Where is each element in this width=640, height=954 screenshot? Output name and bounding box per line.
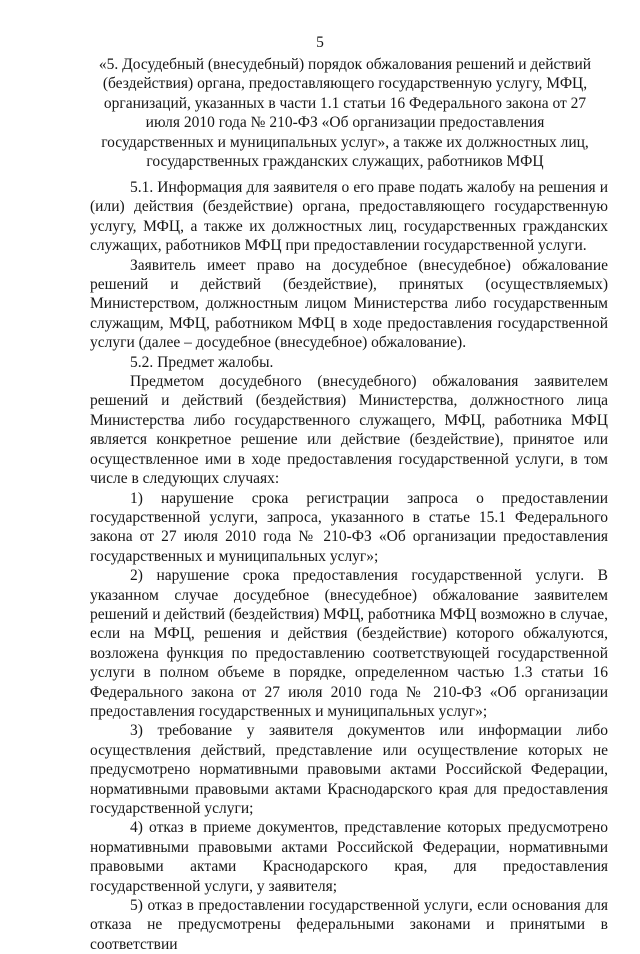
list-item: 4) отказ в приеме документов, представление которых предусмотрено нормативными правовыми актами Российской Федерации, нормативными правовыми актами Краснодарского края, для предоставления государственной услуги, у заявителя;	[90, 819, 608, 895]
paragraph: Предметом досудебного (внесудебного) обжалования заявителем решений и действий (бездействия) Министерства, должностного лица Министерства либо государственного служащего, МФЦ, работника МФЦ является конкретное решение или действие (бездействие), принятое или осуществленное ими в ходе предоставления государственной услуги, в том числе в следующих случаях:	[90, 373, 608, 488]
list-item: 5) отказ в предоставлении государственной услуги, если основания для отказа не предусмотрены федеральными законами и принятыми в соответствии	[90, 897, 608, 953]
list-item: 2) нарушение срока предоставления государственной услуги. В указанном случае досудебное (внесудебное) обжалование заявителем решений и действий (бездействия) МФЦ, работника МФЦ возможно в случае, если на МФЦ, решения и действия (бездействие) которого обжалуются, возложена функция по предоставлению соответствующей государственной услуги в полном объеме в порядке, определенном частью 1.3 статьи 16 Федерального закона от 27 июля 2010 года № 210-ФЗ «Об организации предоставления государственных и муниципальных услуг»;	[90, 567, 608, 720]
page-number: 5	[316, 34, 324, 51]
document-body	[90, 178, 608, 954]
paragraph: Заявитель имеет право на досудебное (внесудебное) обжалование решений и действий (бездействие), принятых (осуществляемых) Министерством, должностным лицом Министерства либо государственным служащим, МФЦ, работником МФЦ в ходе предоставления государственной услуги (далее – досудебное (внесудебное) обжалование).	[90, 256, 608, 352]
list-item: 3) требование у заявителя документов или информации либо осуществления действий, представление или осуществление которых не предусмотрено нормативными правовыми актами Российской Федерации, нормативными правовыми актами Краснодарского края для предоставления государственной услуги;	[90, 722, 608, 817]
section-heading: «5. Досудебный (внесудебный) порядок обжалования решений и действий (бездействия) органа, предоставляющего государственную услугу, МФЦ, организаций, указанных в части 1.1 статьи 16 Федерального закона от 27 июля 2010 года № 210-ФЗ «Об организации предоставления государственных и муниципальных услуг», а также их должностных лиц, государственных гражданских служащих, работников МФЦ	[98, 56, 592, 171]
paragraph: 5.1. Информация для заявителя о его праве подать жалобу на решения и (или) действия (бездействие) органа, предоставляющего государственную услугу, МФЦ, а также их должностных лиц, государственных гражданских служащих, работников МФЦ при предоставлении государственной услуги.	[90, 179, 608, 255]
list-item: 1) нарушение срока регистрации запроса о предоставлении государственной услуги, запроса, указанного в статье 15.1 Федерального закона от 27 июля 2010 года № 210-ФЗ «Об организации предоставления государственных и муниципальных услуг»;	[90, 489, 608, 565]
paragraph: 5.2. Предмет жалобы.	[130, 353, 274, 371]
